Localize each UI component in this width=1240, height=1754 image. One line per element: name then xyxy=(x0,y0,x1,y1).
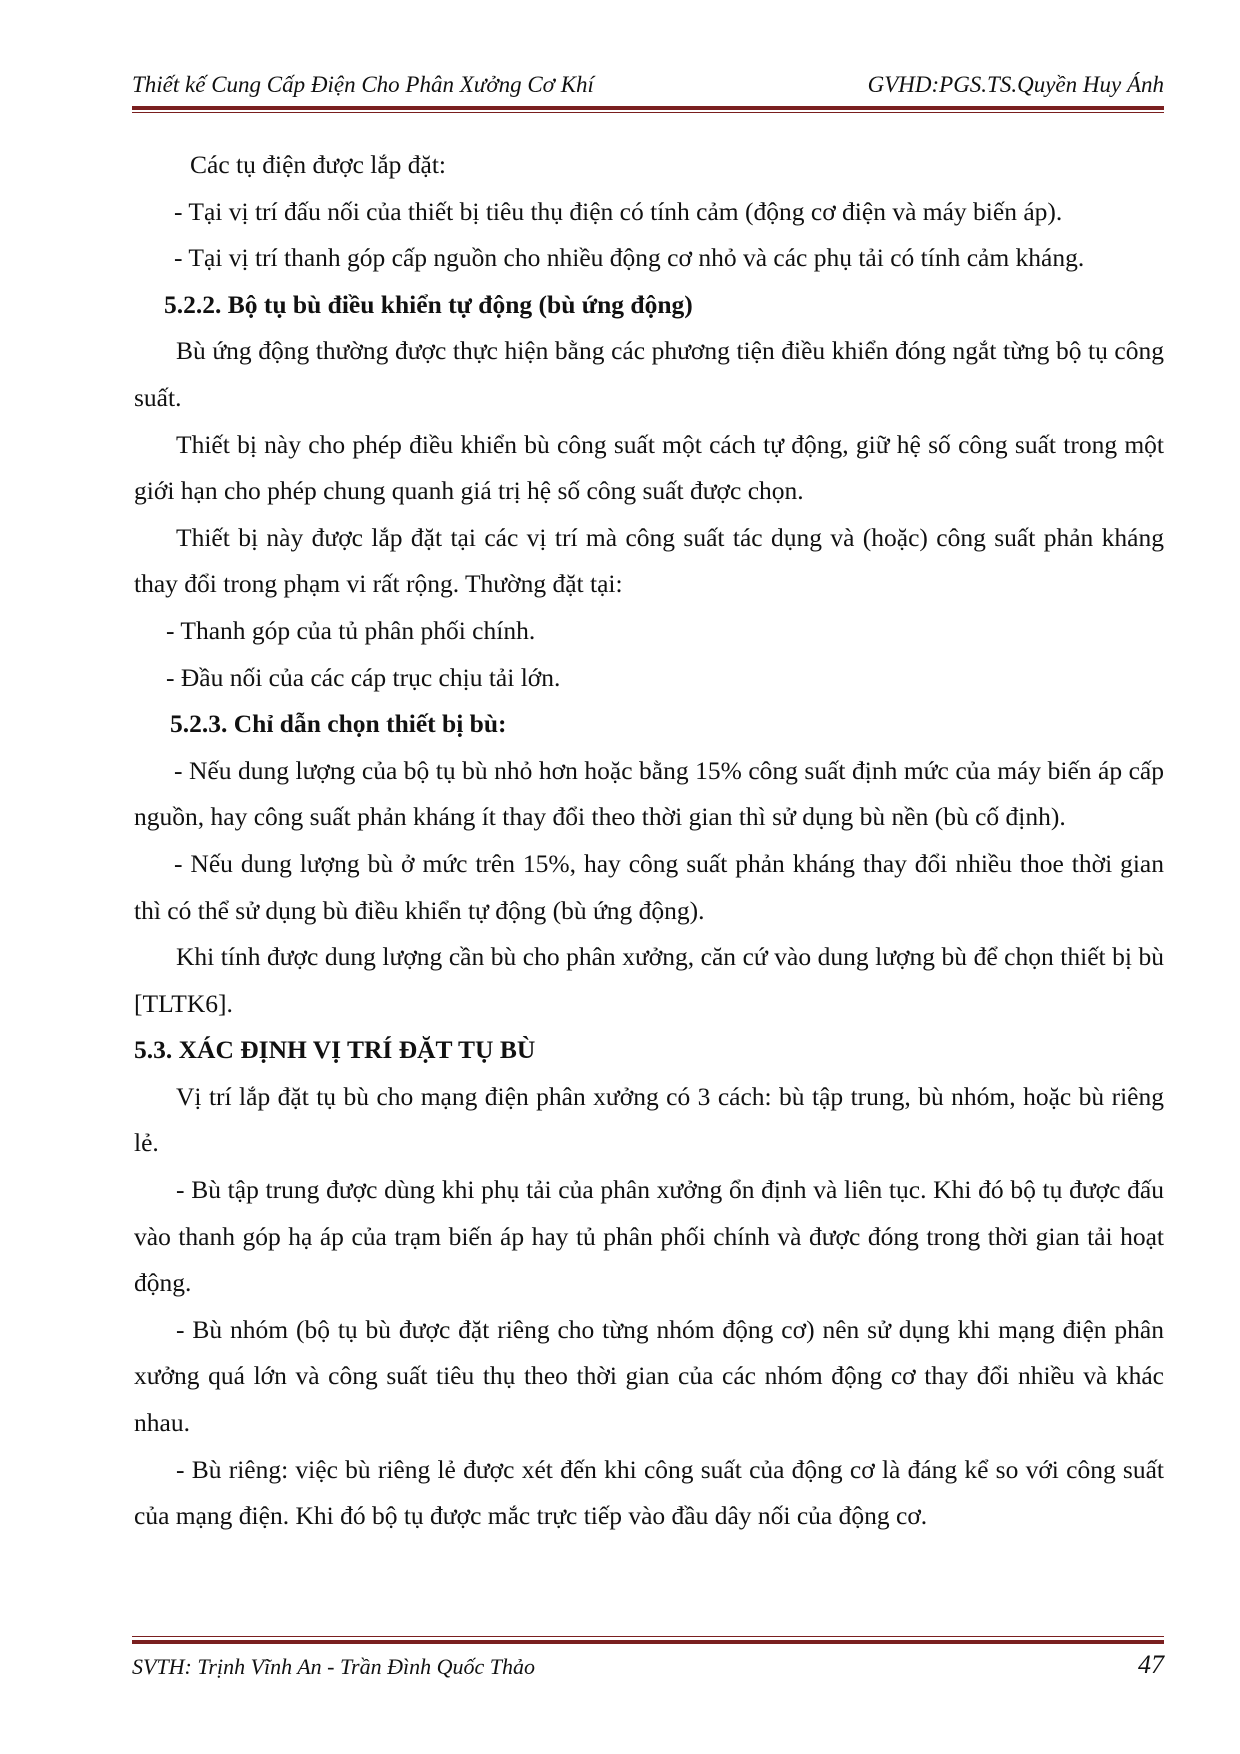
document-title: Thiết kế Cung Cấp Điện Cho Phân Xưởng Cơ Khí xyxy=(132,72,594,97)
page-body xyxy=(134,142,1164,1540)
section-heading-5-2-2: 5.2.2. Bộ tụ bù điều khiển tự động (bù ứng động) xyxy=(164,289,693,319)
footer-rule-thick xyxy=(132,1640,1164,1644)
bullet-item: - Tại vị trí đấu nối của thiết bị tiêu thụ điện có tính cảm (động cơ điện và máy biến áp). xyxy=(174,196,1063,226)
paragraph: Các tụ điện được lắp đặt: xyxy=(190,150,447,179)
page-footer xyxy=(132,1650,1164,1684)
paragraph: Thiết bị này cho phép điều khiển bù công suất một cách tự động, giữ hệ số công suất trong một giới hạn cho phép chung quanh giá trị hệ số công suất được chọn. xyxy=(134,429,1164,506)
paragraph: Vị trí lắp đặt tụ bù cho mạng điện phân xưởng có 3 cách: bù tập trung, bù nhóm, hoặc bù riêng lẻ. xyxy=(134,1081,1164,1158)
bullet-item: - Nếu dung lượng bù ở mức trên 15%, hay công suất phản kháng thay đổi nhiều thoe thời gian thì có thể sử dụng bù điều khiển tự động (bù ứng động). xyxy=(134,848,1164,925)
bullet-item: - Bù riêng: việc bù riêng lẻ được xét đến khi công suất của động cơ là đáng kể so với công suất của mạng điện. Khi đó bộ tụ được mắc trực tiếp vào đầu dây nối của động cơ. xyxy=(134,1454,1164,1531)
bullet-item: - Bù nhóm (bộ tụ bù được đặt riêng cho từng nhóm động cơ) nên sử dụng khi mạng điện phân xưởng quá lớn và công suất tiêu thụ theo thời gian của các nhóm động cơ thay đổi nhiều và khác nhau. xyxy=(134,1314,1164,1438)
bullet-item: - Tại vị trí thanh góp cấp nguồn cho nhiều động cơ nhỏ và các phụ tải có tính cảm kháng. xyxy=(174,243,1085,273)
section-heading-5-3: 5.3. XÁC ĐỊNH VỊ TRÍ ĐẶT TỤ BÙ xyxy=(134,1035,536,1065)
paragraph: Thiết bị này được lắp đặt tại các vị trí mà công suất tác dụng và (hoặc) công suất phản kháng thay đổi trong phạm vi rất rộng. Thường đặt tại: xyxy=(134,522,1164,599)
header-rule-thick xyxy=(132,106,1164,110)
bullet-item: - Thanh góp của tủ phân phối chính. xyxy=(166,615,536,645)
section-heading-5-2-3: 5.2.3. Chỉ dẫn chọn thiết bị bù: xyxy=(170,709,507,739)
supervisor-label: GVHD:PGS.TS.Quyền Huy Ánh xyxy=(867,72,1164,97)
bullet-item: - Bù tập trung được dùng khi phụ tải của phân xưởng ổn định và liên tục. Khi đó bộ tụ được đấu vào thanh góp hạ áp của trạm biến áp hay tủ phân phối chính và được đóng trong thời gian tải hoạt động. xyxy=(134,1175,1164,1298)
paragraph: Bù ứng động thường được thực hiện bằng các phương tiện điều khiển đóng ngắt từng bộ tụ công suất. xyxy=(134,336,1164,412)
page-number: 47 xyxy=(1138,1650,1164,1679)
bullet-item: - Nếu dung lượng của bộ tụ bù nhỏ hơn hoặc bằng 15% công suất định mức của máy biến áp cấp nguồn, hay công suất phản kháng ít thay đổi theo thời gian thì sử dụng bù nền (bù cố định). xyxy=(134,755,1164,832)
paragraph: Khi tính được dung lượng cần bù cho phân xưởng, căn cứ vào dung lượng bù để chọn thiết bị bù [TLTK6]. xyxy=(134,942,1164,1018)
footer-rule-thin xyxy=(132,1636,1164,1637)
page-header xyxy=(132,72,1164,102)
students-label: SVTH: Trịnh Vĩnh An - Trần Đình Quốc Thảo xyxy=(132,1654,535,1679)
bullet-item: - Đầu nối của các cáp trục chịu tải lớn. xyxy=(166,662,561,692)
header-rule-thin xyxy=(132,112,1164,113)
